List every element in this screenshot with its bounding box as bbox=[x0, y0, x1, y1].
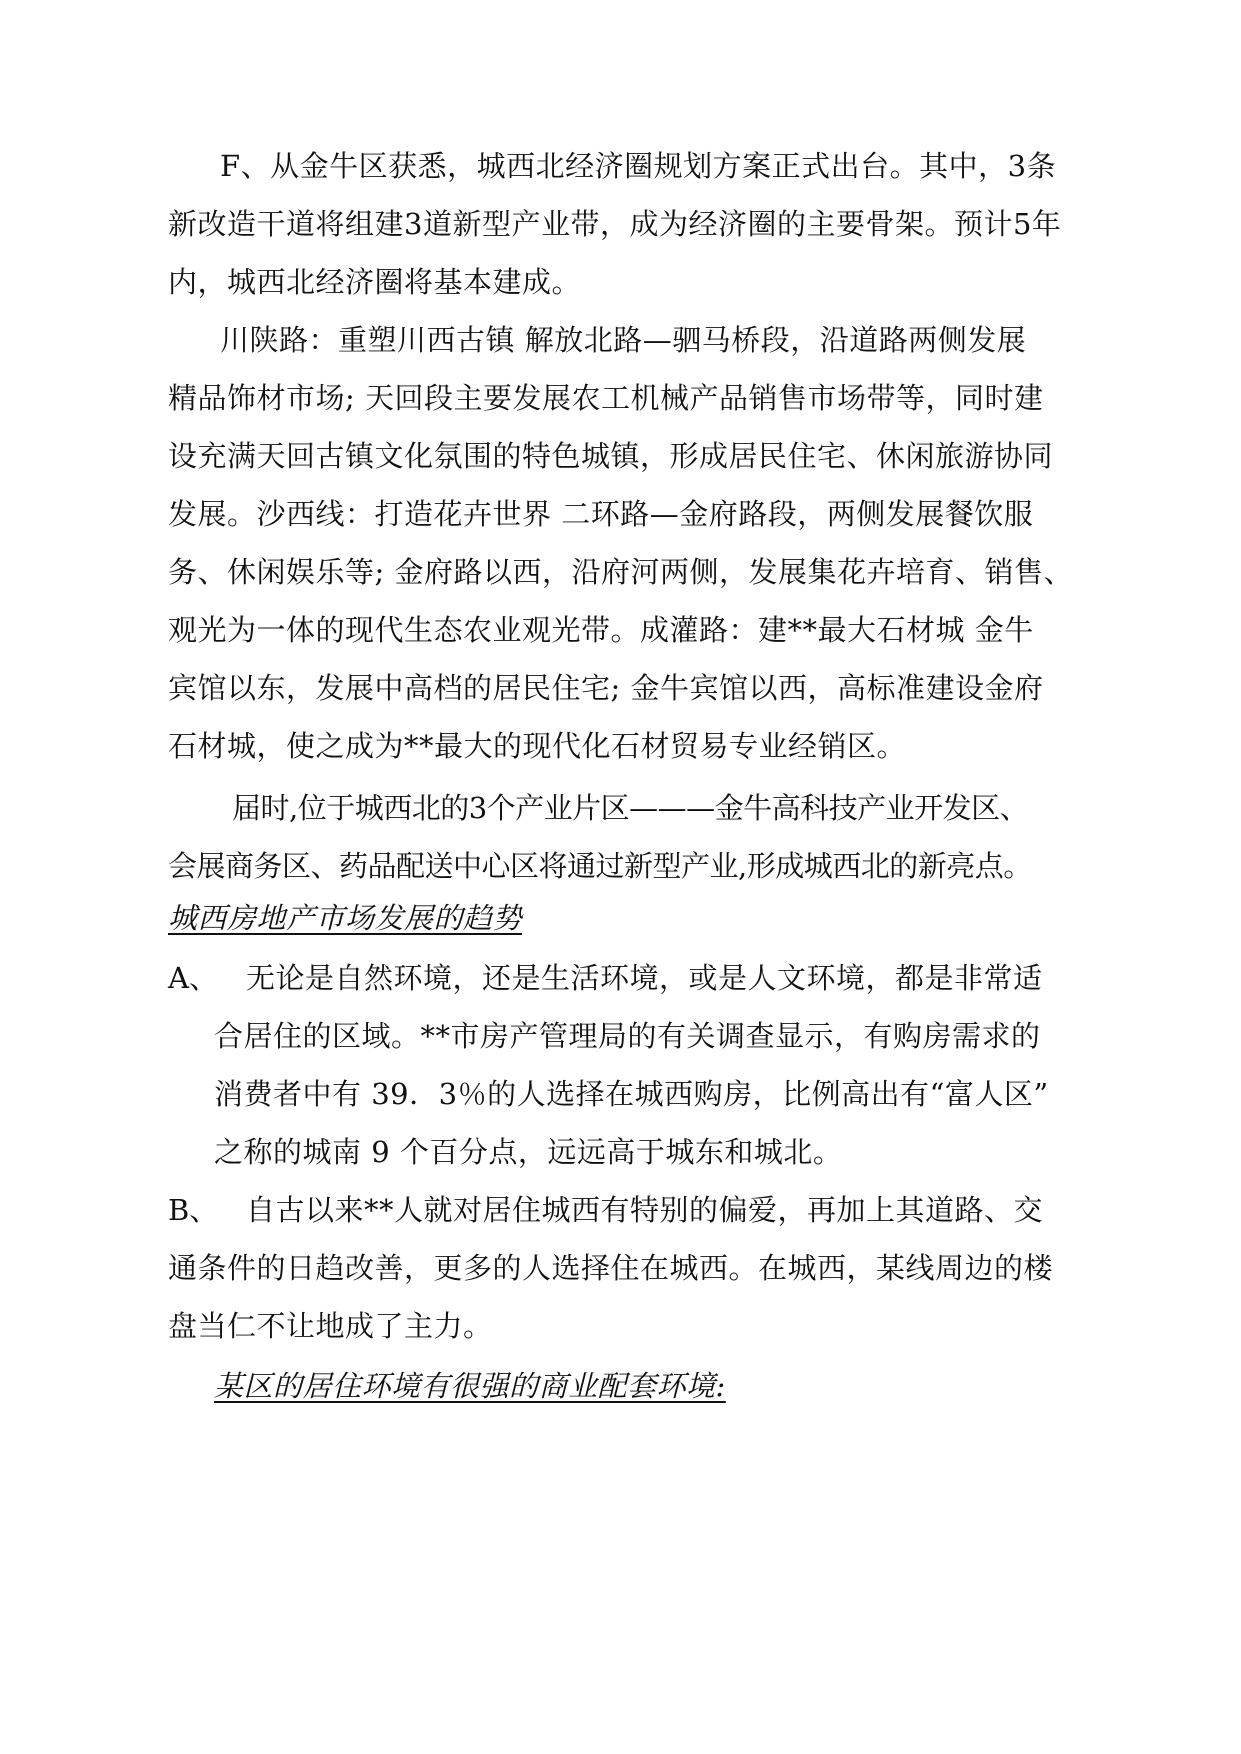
paragraph-jieshi-line: 届时,位于城西北的3个产业片区———金牛高科技产业开发区、 bbox=[232, 791, 1029, 825]
paragraph-roads-line: 务、休闲娱乐等; 金府路以西，沿府河两侧，发展集花卉培育、销售、 bbox=[168, 555, 1073, 589]
section-heading-trend: 城西房地产市场发展的趋势 bbox=[168, 901, 523, 935]
paragraph-roads-line: 发展。沙西线：打造花卉世界 二环路—金府路段，两侧发展餐饮服 bbox=[168, 497, 1034, 531]
item-b-line: 盘当仁不让地成了主力。 bbox=[168, 1309, 493, 1343]
paragraph-jieshi-line: 会展商务区、药品配送中心区将通过新型产业,形成城西北的新亮点。 bbox=[168, 849, 1032, 883]
section-heading-commercial: 某区的居住环境有很强的商业配套环境: bbox=[214, 1369, 726, 1403]
item-a-line: 之称的城南 9 个百分点，远远高于城东和城北。 bbox=[214, 1135, 843, 1169]
item-a-line: 合居住的区域。**市房产管理局的有关调查显示，有购房需求的 bbox=[214, 1019, 1041, 1053]
paragraph-roads-line: 观光为一体的现代生态农业观光带。成灌路：建**最大石材城 金牛 bbox=[168, 613, 1034, 647]
paragraph-roads-line: 川陕路：重塑川西古镇 解放北路—驷马桥段，沿道路两侧发展 bbox=[220, 323, 1027, 357]
paragraph-roads-line: 石材城，使之成为**最大的现代化石材贸易专业经销区。 bbox=[168, 729, 907, 763]
paragraph-roads-line: 宾馆以东，发展中高档的居民住宅; 金牛宾馆以西，高标准建设金府 bbox=[168, 671, 1044, 705]
paragraph-f-line: 内，城西北经济圈将基本建成。 bbox=[168, 265, 582, 299]
paragraph-f-line: 新改造干道将组建3道新型产业带，成为经济圈的主要骨架。预计5年 bbox=[168, 207, 1062, 241]
item-a-line: 消费者中有 39．3％的人选择在城西购房，比例高出有“富人区” bbox=[214, 1077, 1049, 1111]
item-b-line: 自古以来**人就对居住城西有特别的偏爱，再加上其道路、交 bbox=[246, 1193, 1044, 1227]
paragraph-roads-line: 设充满天回古镇文化氛围的特色城镇，形成居民住宅、休闲旅游协同 bbox=[168, 439, 1054, 473]
list-label-b: B、 bbox=[168, 1193, 219, 1227]
item-a-line: 无论是自然环境，还是生活环境，或是人文环境，都是非常适 bbox=[246, 961, 1043, 995]
paragraph-f-line: F、从金牛区获悉，城西北经济圈规划方案正式出台。其中，3条 bbox=[220, 149, 1057, 183]
item-b-line: 通条件的日趋改善，更多的人选择住在城西。在城西，某线周边的楼 bbox=[168, 1251, 1054, 1285]
list-label-a: A、 bbox=[168, 961, 218, 995]
paragraph-roads-line: 精品饰材市场; 天回段主要发展农工机械产品销售市场带等，同时建 bbox=[168, 381, 1044, 415]
